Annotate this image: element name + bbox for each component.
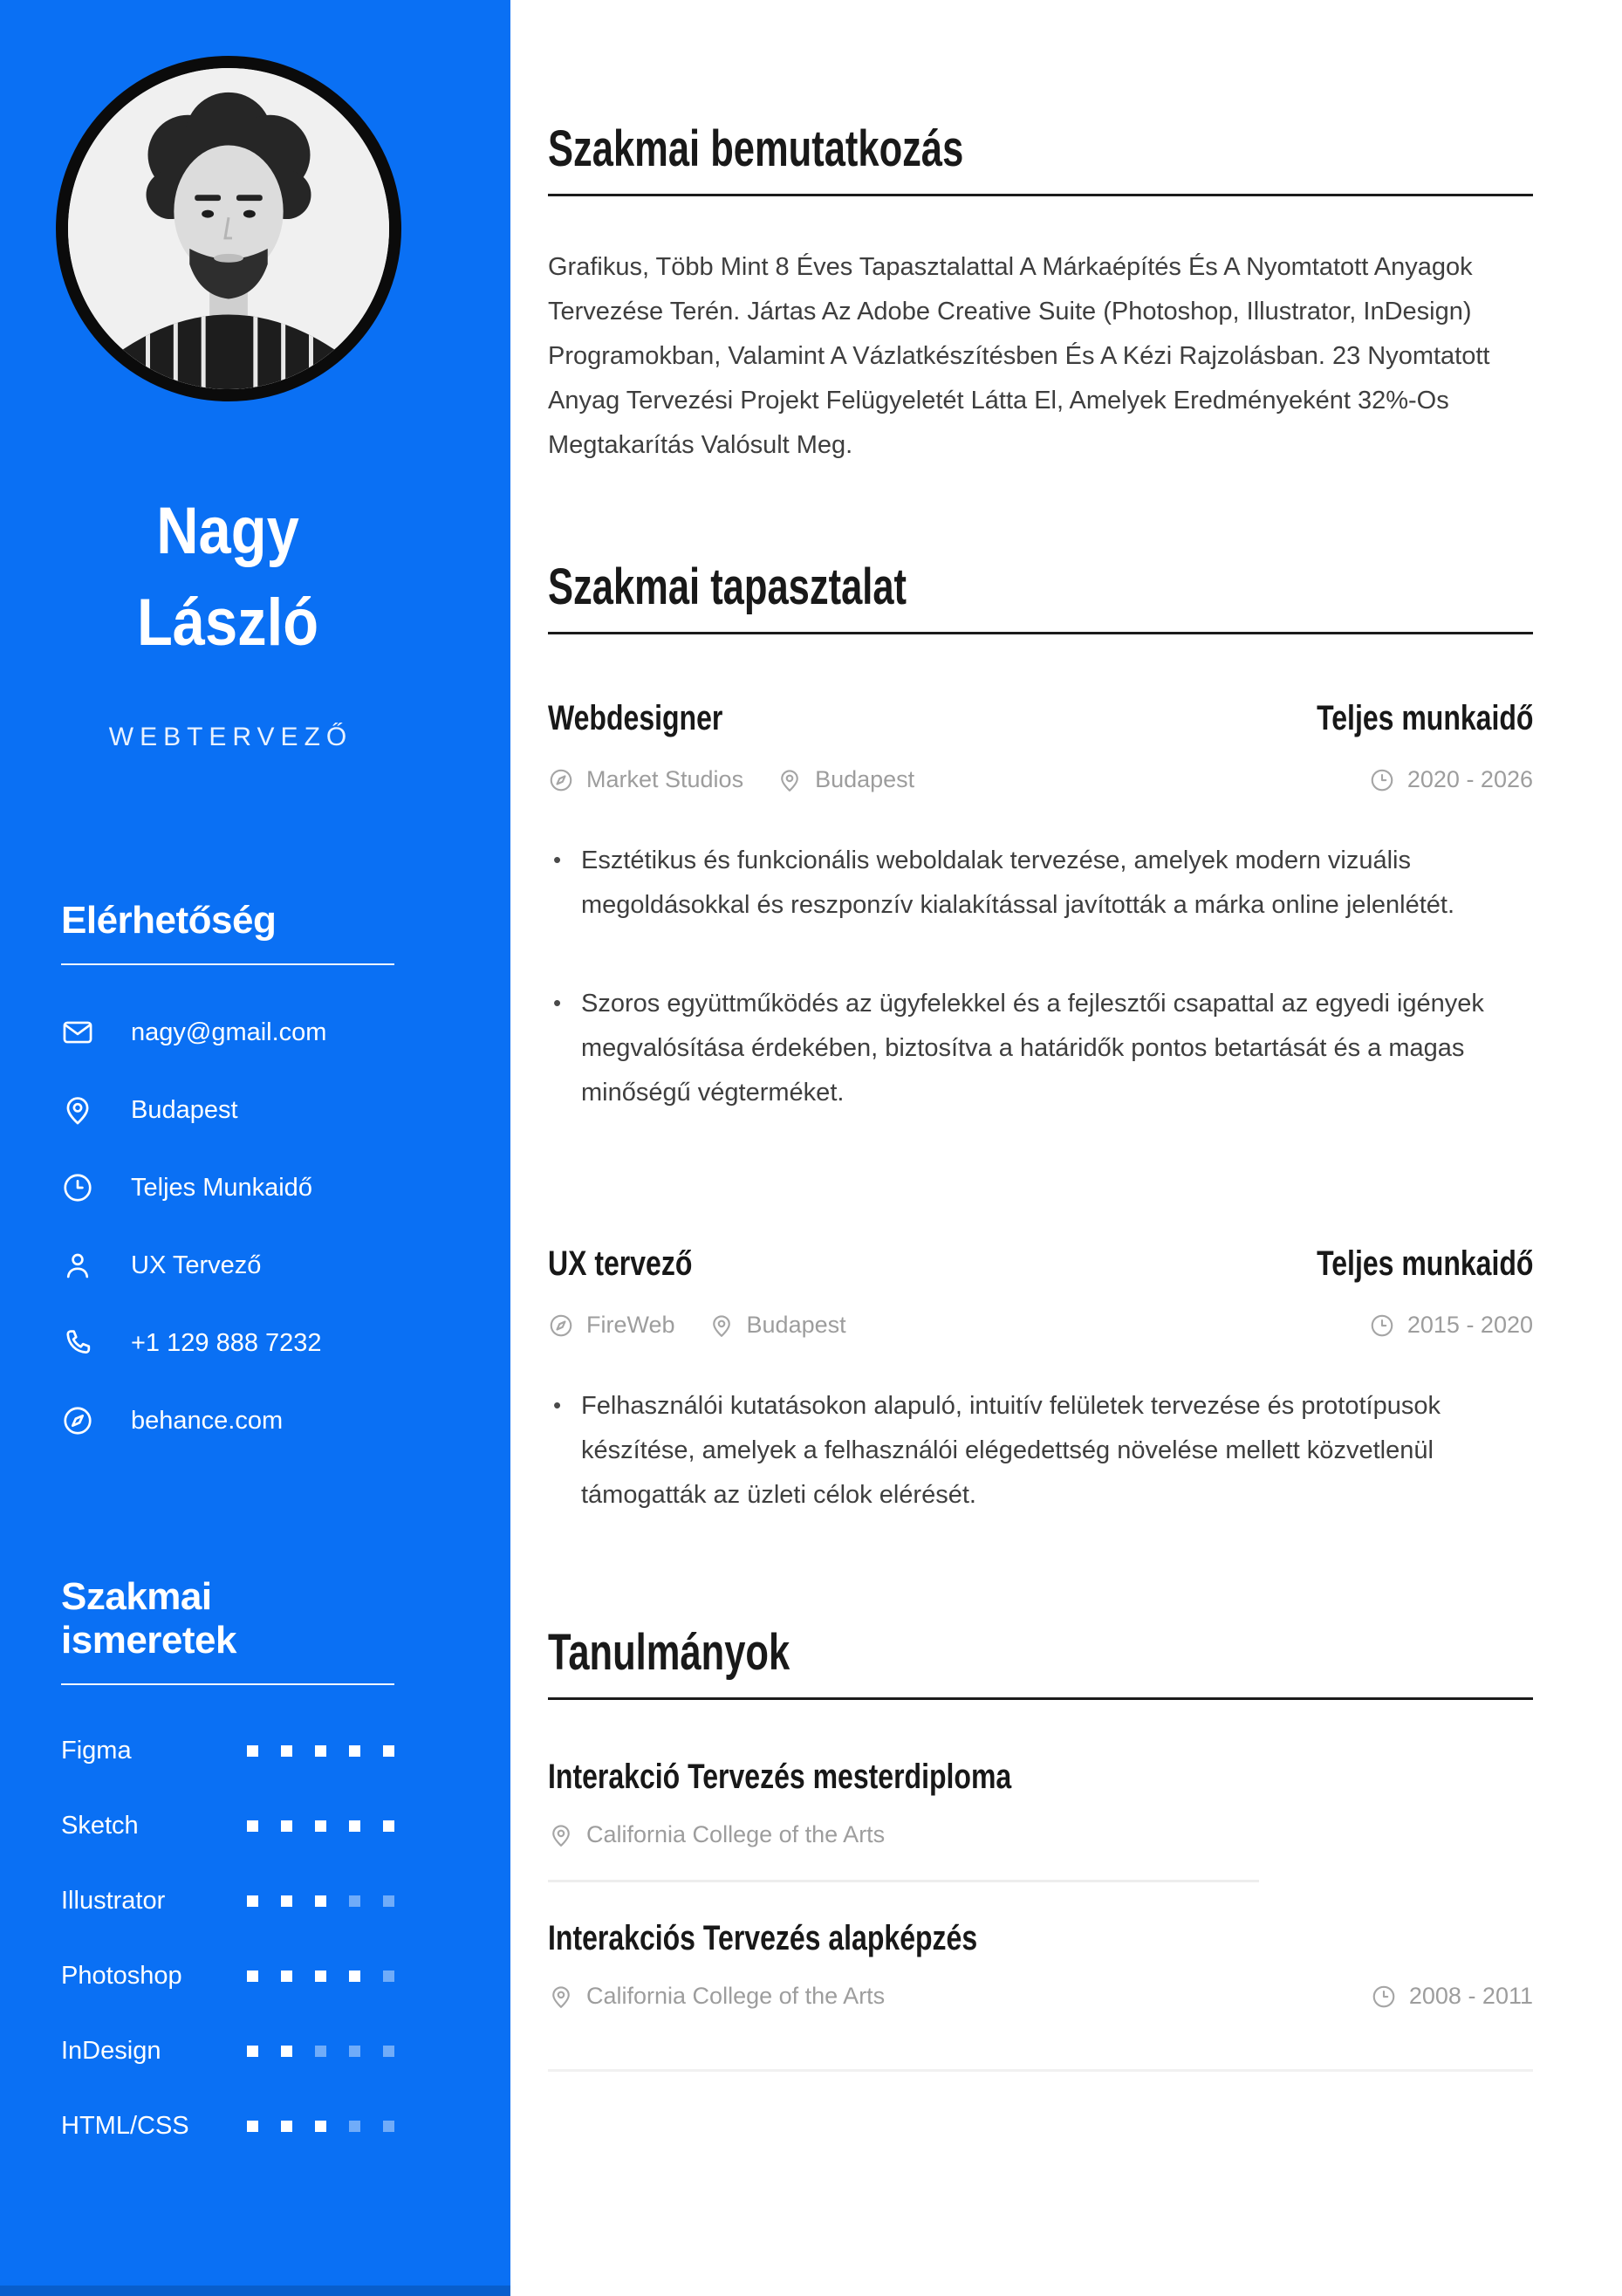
person-icon [61, 1249, 94, 1282]
education-entry-bachelors [548, 1919, 1533, 2072]
role-title: WEBTERVEZŐ [108, 723, 353, 751]
bullet-item: • Esztétikus és funkcionális weboldalak tervezése, amelyek modern vizuális megoldásokkal és reszponzív kialakítással javították a márka online jelenlétét. [548, 839, 1533, 928]
contact-list [61, 1016, 394, 1437]
experience-section [548, 559, 1533, 1518]
degree-title: Interakciós Tervezés alapképzés [548, 1919, 978, 1957]
first-name: Nagy [156, 494, 299, 568]
skills-section [61, 1575, 394, 2140]
skill-dot-filled [315, 1820, 326, 1832]
skill-row [61, 1813, 394, 1840]
email-value: nagy@gmail.com [131, 1018, 327, 1046]
bottom-divider [548, 2069, 1533, 2072]
skill-dot-dim [349, 2121, 360, 2132]
contact-item-website [61, 1404, 394, 1437]
skill-dot-filled [315, 1745, 326, 1757]
location-pin-icon [548, 1822, 574, 1848]
skill-row [61, 1737, 394, 1765]
job-meta [548, 766, 1533, 793]
job-title: Webdesigner [548, 699, 723, 737]
envelope-icon [61, 1016, 94, 1049]
sidebar-content [61, 0, 394, 2188]
skill-dots [247, 1820, 394, 1832]
company [548, 766, 743, 793]
compass-icon [548, 767, 574, 793]
skill-dot-filled [281, 1970, 292, 1982]
skill-dots [247, 1970, 394, 1982]
job-meta [548, 1312, 1533, 1339]
bullet-item: • Felhasználói kutatásokon alapuló, intuitív felületek tervezése és prototípusok készítése, amelyek a felhasználói elégedettség növelése mellett közvetlenül támogatták az üzleti célok elérését. [548, 1384, 1533, 1518]
education-divider [548, 1880, 1259, 1882]
location-pin-icon [548, 1984, 574, 2010]
contact-section [61, 899, 394, 1437]
location-pin-icon [708, 1312, 735, 1339]
education-meta [548, 1821, 1533, 1848]
contact-heading: Elérhetőség [61, 899, 277, 942]
job-dates [1369, 1312, 1533, 1339]
company-label: Market Studios [586, 766, 744, 792]
job-dates [1369, 766, 1533, 793]
job-type: Teljes munkaidő [1316, 1244, 1533, 1283]
main-column [548, 0, 1533, 2072]
skill-dot-filled [281, 1820, 292, 1832]
job-type: Teljes munkaidő [1316, 699, 1533, 737]
compass-icon [548, 1312, 574, 1339]
contact-item-position [61, 1249, 394, 1282]
skill-dot-filled [247, 2046, 258, 2057]
job-entry-webdesigner [548, 699, 1533, 1115]
skill-name: InDesign [61, 2037, 161, 2065]
bullet-list [548, 1384, 1533, 1518]
job-location [777, 766, 914, 793]
skill-dot-dim [315, 2046, 326, 2057]
skill-row [61, 1963, 394, 1990]
worktime-value: Teljes Munkaidő [131, 1173, 312, 1202]
school-label: California College of the Arts [586, 1821, 886, 1847]
skill-dots [247, 1895, 394, 1907]
school-label: California College of the Arts [586, 1983, 886, 2009]
last-name: László [136, 586, 319, 660]
clock-icon [61, 1171, 94, 1204]
skill-name: Sketch [61, 1812, 139, 1840]
bullet-list [548, 839, 1533, 1115]
skill-dot-filled [349, 1820, 360, 1832]
location-pin-icon [777, 767, 803, 793]
skill-dot-dim [349, 2046, 360, 2057]
skill-dot-filled [281, 1895, 292, 1907]
skill-list [61, 1737, 394, 2140]
location-label: Budapest [746, 1312, 846, 1338]
bullet-item: • Szoros együttműködés az ügyfelekkel és a fejlesztői csapattal az egyedi igények megvalósítása érdekében, biztosítva a határidők pontos betartását és a magas minőségű végterméket. [548, 982, 1533, 1115]
phone-value: +1 129 888 7232 [131, 1328, 322, 1357]
skill-dot-filled [315, 1895, 326, 1907]
skill-dot-filled [247, 1745, 258, 1757]
job-location [708, 1312, 846, 1339]
website-value: behance.com [131, 1406, 284, 1435]
contact-underline [61, 963, 394, 965]
school [548, 1821, 885, 1848]
company [548, 1312, 675, 1339]
location-pin-icon [61, 1093, 94, 1127]
about-section [548, 120, 1533, 468]
compass-icon [61, 1404, 94, 1437]
skill-row [61, 2038, 394, 2065]
location-value: Budapest [131, 1095, 238, 1124]
dates-label: 2020 - 2026 [1406, 766, 1533, 792]
education-dates [1371, 1983, 1533, 2010]
education-meta [548, 1983, 1533, 2010]
skill-dot-filled [247, 2121, 258, 2132]
job-title: UX tervező [548, 1244, 693, 1283]
skill-name: Illustrator [61, 1887, 166, 1915]
job-header [548, 1244, 1533, 1284]
skill-dot-filled [247, 1895, 258, 1907]
skill-dot-filled [315, 1970, 326, 1982]
education-entry-masters [548, 1758, 1533, 1882]
skill-dot-filled [247, 1820, 258, 1832]
company-label: FireWeb [586, 1312, 675, 1338]
skill-dot-dim [383, 2121, 394, 2132]
skill-dot-filled [383, 1745, 394, 1757]
job-header [548, 699, 1533, 738]
skills-heading: Szakmai ismeretek [61, 1575, 236, 1662]
skill-name: Photoshop [61, 1962, 182, 1990]
skill-dot-dim [383, 2046, 394, 2057]
skill-dot-dim [383, 1970, 394, 1982]
skill-dot-filled [281, 2121, 292, 2132]
dates-label: 2015 - 2020 [1406, 1312, 1533, 1338]
contact-item-phone [61, 1326, 394, 1360]
skill-dot-filled [383, 1820, 394, 1832]
clock-icon [1369, 767, 1395, 793]
skill-name: Figma [61, 1737, 132, 1765]
person-name [81, 485, 374, 668]
job-entry-ux-designer [548, 1244, 1533, 1518]
education-rule [548, 1697, 1533, 1700]
school [548, 1983, 885, 2010]
skill-dot-filled [315, 2121, 326, 2132]
skill-dot-dim [349, 1895, 360, 1907]
skill-dots [247, 2121, 394, 2132]
skill-row [61, 2113, 394, 2140]
about-text: Grafikus, Több Mint 8 Éves Tapasztalattal A Márkaépítés És A Nyomtatott Anyagok Tervezése Terén. Jártas Az Adobe Creative Suite (Photoshop, Illustrator, InDesign) Programokban, Valamint A Vázlatkészítésben És A Kézi Rajzolásban. 23 Nyomtatott Anyag Tervezési Projekt Felügyeletét Látta El, Amelyek Eredményeként 32%-Os Megtakarítás Valósult Meg. [548, 253, 1490, 459]
contact-item-worktime [61, 1171, 394, 1204]
clock-icon [1371, 1984, 1397, 2010]
education-heading: Tanulmányok [548, 1624, 790, 1681]
degree-title: Interakció Tervezés mesterdiploma [548, 1758, 1012, 1796]
skill-dot-filled [281, 1745, 292, 1757]
sidebar [0, 0, 510, 2296]
about-rule [548, 194, 1533, 196]
location-label: Budapest [815, 766, 915, 792]
education-section [548, 1624, 1533, 2072]
contact-item-location [61, 1093, 394, 1127]
phone-icon [61, 1326, 94, 1360]
skill-dots [247, 2046, 394, 2057]
skill-name: HTML/CSS [61, 2112, 189, 2140]
skills-underline [61, 1683, 394, 1685]
about-heading: Szakmai bemutatkozás [548, 120, 964, 177]
skill-dot-dim [383, 1895, 394, 1907]
position-value: UX Tervező [131, 1251, 262, 1279]
experience-rule [548, 632, 1533, 634]
dates-label: 2008 - 2011 [1408, 1983, 1533, 2009]
contact-item-email [61, 1016, 394, 1049]
skill-dot-filled [349, 1970, 360, 1982]
skill-row [61, 1888, 394, 1915]
clock-icon [1369, 1312, 1395, 1339]
skill-dot-filled [281, 2046, 292, 2057]
skill-dots [247, 1745, 394, 1757]
skill-dot-filled [349, 1745, 360, 1757]
skill-dot-filled [247, 1970, 258, 1982]
experience-heading: Szakmai tapasztalat [548, 559, 907, 615]
